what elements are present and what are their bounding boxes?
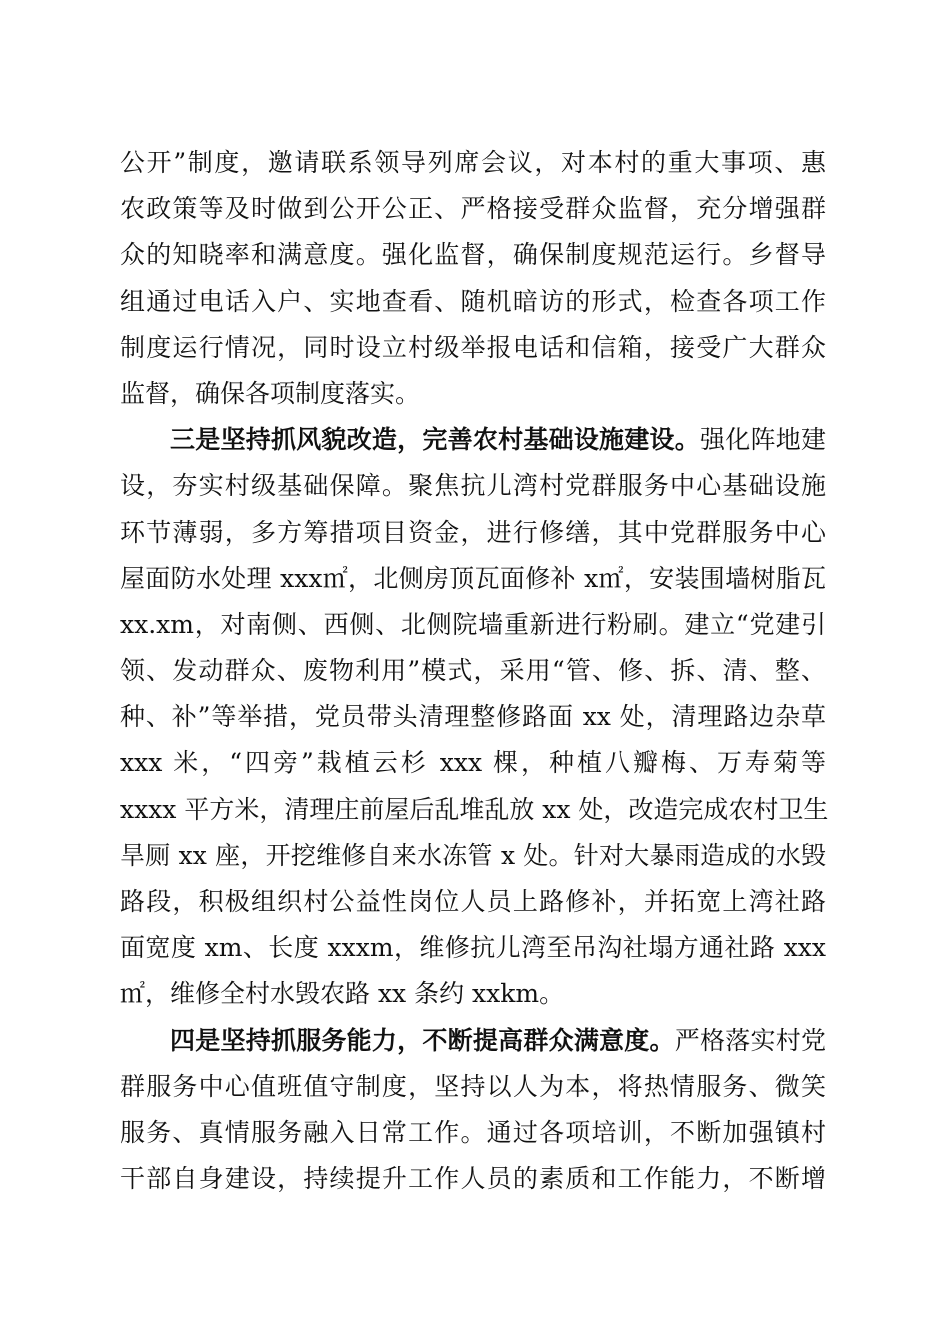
text-line: 服务、真情服务融入日常工作。通过各项培训，不断加强镇村	[120, 1117, 826, 1147]
text-run: 严格落实村党	[674, 1025, 826, 1055]
text-line	[120, 417, 826, 463]
text-line: 种、补”等举措，党员带头清理整修路面 xx 处，清理路边杂草	[120, 702, 826, 732]
text-line: 制度运行情况，同时设立村级举报电话和信箱，接受广大群众	[120, 332, 826, 362]
text-line: ㎡，维修全村水毁农路 xx 条约 xxkm。	[120, 979, 565, 1009]
text-line: 环节薄弱，多方筹措项目资金，进行修缮，其中党群服务中心	[120, 517, 826, 547]
document-page	[120, 140, 829, 1202]
text-line: 屋面防水处理 xxx㎡，北侧房顶瓦面修补 x㎡，安装围墙树脂瓦	[120, 563, 826, 593]
text-line: 设，夯实村级基础保障。聚焦抗儿湾村党群服务中心基础设施	[120, 471, 826, 501]
text-line: 旱厕 xx 座，开挖维修自来水冻管 x 处。针对大暴雨造成的水毁	[120, 840, 826, 870]
text-line: 干部自身建设，持续提升工作人员的素质和工作能力，不断增	[120, 1164, 826, 1194]
text-line: 面宽度 xm、长度 xxxm，维修抗儿湾至吊沟社塌方通社路 xxx	[120, 933, 826, 963]
text-line: 农政策等及时做到公开公正、严格接受群众监督，充分增强群	[120, 194, 826, 224]
paragraph-1	[120, 140, 826, 417]
text-line: xxxx 平方米，清理庄前屋后乱堆乱放 xx 处，改造完成农村卫生	[120, 794, 829, 824]
text-line: 路段，积极组织村公益性岗位人员上路修补，并拓宽上湾社路	[120, 887, 826, 916]
text-line: 公开”制度，邀请联系领导列席会议，对本村的重大事项、惠	[120, 148, 826, 177]
paragraph-heading: 三是坚持抓风貌改造，完善农村基础设施建设。	[170, 425, 701, 455]
text-line: 群服务中心值班值守制度，坚持以人为本，将热情服务、微笑	[120, 1071, 826, 1101]
text-line: 领、发动群众、废物利用”模式，采用“管、修、拆、清、整、	[120, 656, 826, 686]
text-line: xx.xm，对南侧、西侧、北侧院墙重新进行粉刷。建立“党建引	[120, 609, 826, 639]
text-line: 组通过电话入户、实地查看、随机暗访的形式，检查各项工作	[120, 286, 826, 316]
text-run: 强化阵地建	[700, 425, 826, 455]
paragraph-3	[120, 1018, 826, 1203]
paragraph-heading: 四是坚持抓服务能力，不断提高群众满意度。	[170, 1025, 675, 1055]
text-line: xxx 米，“四旁”栽植云杉 xxx 棵，种植八瓣梅、万寿菊等	[120, 748, 826, 778]
paragraph-2	[120, 417, 829, 1017]
text-line: 监督，确保各项制度落实。	[120, 378, 421, 408]
text-line: 众的知晓率和满意度。强化监督，确保制度规范运行。乡督导	[120, 240, 826, 270]
text-line	[120, 1018, 826, 1064]
